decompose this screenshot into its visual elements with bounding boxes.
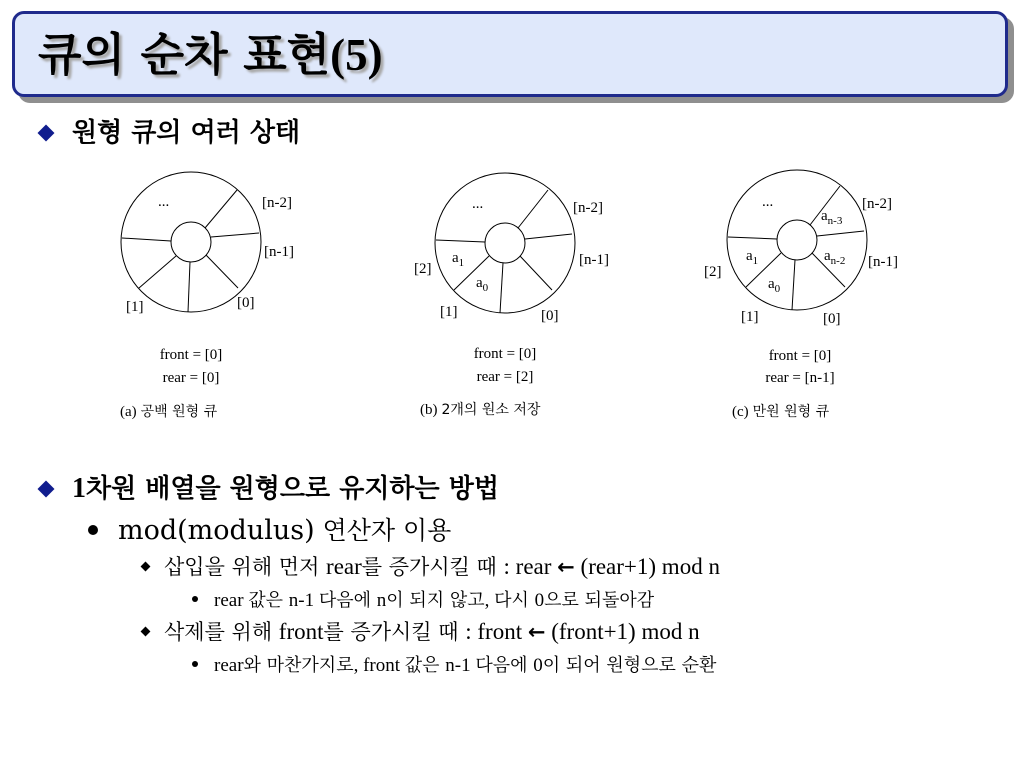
page-title-text: 큐의 순차 표현 <box>38 28 331 81</box>
bullet-dot-icon <box>88 525 98 535</box>
bullet-delete-rule: 삭제를 위해 front를 증가시킬 때 : front ← (front+1) mod n <box>164 619 700 644</box>
diagram-a-divider <box>206 255 238 288</box>
section2-heading-number: 1 <box>72 473 86 504</box>
section1-heading: 원형 큐의 여러 상태 <box>72 118 301 148</box>
section2-heading <box>72 468 499 505</box>
diagram-b-divider <box>525 234 572 239</box>
diagram-c <box>727 170 867 310</box>
diagram-c-divider <box>728 237 777 239</box>
diagram-b-rear: rear = [2] <box>476 369 534 385</box>
diagram-b-caption-label: (b) <box>420 402 438 418</box>
diagram-b-index-0: [0] <box>541 308 559 324</box>
diagram-b-divider <box>518 190 548 228</box>
diagram-c-caption-label: (c) <box>732 404 749 420</box>
bullet-delete-note: rear와 마찬가지로, front 값은 n-1 다음에 0이 되어 원형으로 순환 <box>214 655 717 676</box>
diagram-c-index-n1: [n-1] <box>868 254 898 270</box>
diagram-a-divider <box>139 256 176 288</box>
diagram-a-outer-circle <box>121 172 261 312</box>
diagram-a-divider <box>205 190 237 228</box>
diagram-c-dots: ... <box>762 194 774 210</box>
diagram-c-caption <box>732 403 830 420</box>
diagram-b-index-1: [1] <box>440 304 458 320</box>
diagram-b-inner-circle <box>485 223 525 263</box>
diagram-a-dots: ... <box>158 194 170 210</box>
diagram-b-divider <box>500 263 503 313</box>
diagram-c-element-a1: $a_1$ <box>746 248 759 267</box>
diagram-c-divider <box>792 260 795 310</box>
diagram-c-divider <box>817 231 864 236</box>
diagram-b <box>435 173 575 313</box>
diagram-b-dots: ... <box>472 196 484 212</box>
diagram-a-caption-text: 공백 원형 큐 <box>140 404 218 420</box>
bullet-insert-note: rear 값은 n-1 다음에 n이 되지 않고, 다시 0으로 되돌아감 <box>214 590 655 611</box>
diagram-b-element-a1: $a_1$ <box>452 250 465 269</box>
diagram-b-front: front = [0] <box>473 346 537 362</box>
diagram-c-outer-circle <box>727 170 867 310</box>
diagram-a-caption-label: (a) <box>120 404 137 420</box>
diagram-c-element-an3: $a_{n-3}$ <box>821 208 843 227</box>
arrow-left-icon: ← <box>527 620 546 644</box>
section2-heading-text: 차원 배열을 원형으로 유지하는 방법 <box>86 474 499 504</box>
diagram-b-index-n2: [n-2] <box>573 200 603 216</box>
diagram-a-index-1: [1] <box>126 299 144 315</box>
bullet-mod-operator: mod(modulus) 연산자 이용 <box>118 515 452 546</box>
diagram-a-rear: rear = [0] <box>162 370 220 386</box>
diagram-a-front: front = [0] <box>159 347 223 363</box>
diagram-b-index-2: [2] <box>414 261 432 277</box>
diagram-b-outer-circle <box>435 173 575 313</box>
diagram-b-caption <box>420 401 541 418</box>
diagram-c-front: front = [0] <box>768 348 832 364</box>
page-title-number: (5) <box>330 30 383 80</box>
diagram-c-rear: rear = [n-1] <box>765 370 835 386</box>
bullet-small-dot-icon <box>192 596 198 602</box>
diagram-c-element-a0: $a_0$ <box>768 276 781 295</box>
diagram-c-index-n2: [n-2] <box>862 196 892 212</box>
diagram-b-divider <box>436 240 485 242</box>
diagram-a-index-0: [0] <box>237 295 255 311</box>
diagram-c-inner-circle <box>777 220 817 260</box>
diagram-c-index-2: [2] <box>704 264 722 280</box>
bullet-insert-rule: 삽입을 위해 먼저 rear를 증가시킬 때 : rear ← (rear+1) mod n <box>164 554 720 579</box>
diagram-b-element-a0: $a_0$ <box>476 275 489 294</box>
diagram-b-index-n1: [n-1] <box>579 252 609 268</box>
diagram-a-index-n2: [n-2] <box>262 195 292 211</box>
diagram-a <box>121 172 261 312</box>
diagram-c-index-0: [0] <box>823 311 841 327</box>
diagram-c-element-an2: $a_{n-2}$ <box>824 248 846 267</box>
bullet-small-dot-icon <box>192 661 198 667</box>
diagram-a-caption <box>120 403 218 420</box>
diagram-a-divider <box>122 238 171 241</box>
diagram-c-index-1: [1] <box>741 309 759 325</box>
diagram-a-index-n1: [n-1] <box>264 244 294 260</box>
diagram-b-caption-text: 2개의 원소 저장 <box>441 402 541 418</box>
diagram-a-divider <box>188 262 190 312</box>
arrow-left-icon: ← <box>557 555 575 579</box>
diagram-a-divider <box>211 233 259 237</box>
diagram-b-divider <box>520 256 552 290</box>
diagram-c-caption-text: 만원 원형 큐 <box>752 404 830 420</box>
